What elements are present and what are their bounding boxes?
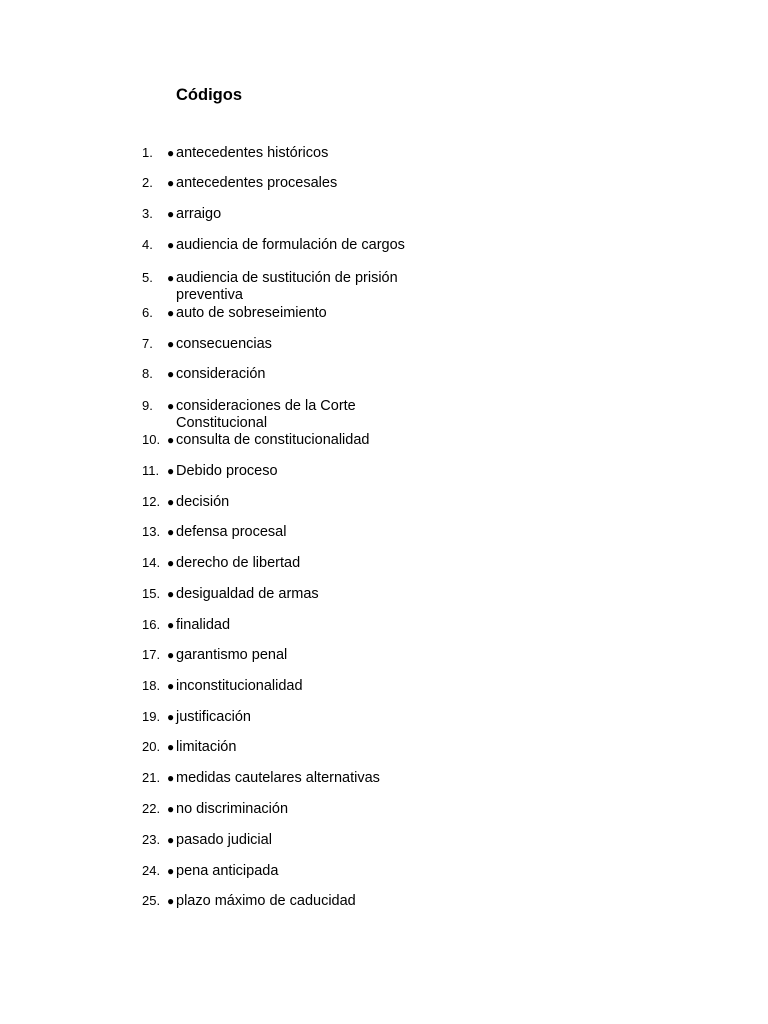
code-number: 9. xyxy=(142,398,153,413)
bullet-icon: ● xyxy=(167,207,175,221)
code-text: plazo máximo de caducidad xyxy=(176,893,356,909)
bullet-icon: ● xyxy=(167,337,175,351)
code-number: 5. xyxy=(142,270,153,285)
bullet-icon: ● xyxy=(167,679,175,693)
code-text: pena anticipada xyxy=(176,863,279,879)
code-text: arraigo xyxy=(176,206,222,222)
code-number: 15. xyxy=(142,586,161,601)
code-item xyxy=(142,145,442,162)
code-number: 3. xyxy=(142,206,153,221)
bullet-icon: ● xyxy=(167,710,175,724)
code-text: Debido proceso xyxy=(176,463,278,479)
bullet-icon: ● xyxy=(167,771,175,785)
code-text: antecedentes procesales xyxy=(176,175,338,191)
bullet-icon: ● xyxy=(167,648,175,662)
code-text: consideración xyxy=(176,366,266,382)
code-number: 7. xyxy=(142,336,153,351)
bullet-icon: ● xyxy=(167,367,175,381)
code-item xyxy=(142,432,442,449)
code-text: consulta de constitucionalidad xyxy=(176,432,370,448)
bullet-icon: ● xyxy=(167,833,175,847)
bullet-icon: ● xyxy=(167,864,175,878)
code-item xyxy=(142,463,442,480)
code-number: 10. xyxy=(142,432,161,447)
code-text: garantismo penal xyxy=(176,647,288,663)
code-number: 1. xyxy=(142,145,153,160)
code-number: 24. xyxy=(142,863,161,878)
code-number: 2. xyxy=(142,175,153,190)
code-number: 11. xyxy=(142,463,160,478)
code-text: medidas cautelares alternativas xyxy=(176,770,380,786)
code-item xyxy=(142,237,442,254)
bullet-icon: ● xyxy=(167,587,175,601)
code-item xyxy=(142,494,442,511)
code-number: 17. xyxy=(142,647,161,662)
bullet-icon: ● xyxy=(167,618,175,632)
code-text: defensa procesal xyxy=(176,524,287,540)
code-item xyxy=(142,709,442,726)
code-item xyxy=(142,305,442,322)
bullet-icon: ● xyxy=(167,740,175,754)
code-text: audiencia de sustitución de prisión preventiva xyxy=(176,270,398,303)
code-text: no discriminación xyxy=(176,801,289,817)
bullet-icon: ● xyxy=(167,433,175,447)
bullet-icon: ● xyxy=(167,271,175,285)
code-item xyxy=(142,617,442,634)
code-text: inconstitucionalidad xyxy=(176,678,303,694)
code-text: consideraciones de la Corte Constitucional xyxy=(176,398,356,431)
code-number: 14. xyxy=(142,555,161,570)
code-item xyxy=(142,206,442,223)
code-text: justificación xyxy=(176,709,251,725)
code-text: audiencia de formulación de cargos xyxy=(176,237,405,253)
code-text: limitación xyxy=(176,739,237,755)
code-text: finalidad xyxy=(176,617,231,633)
code-number: 22. xyxy=(142,801,161,816)
code-text: decisión xyxy=(176,494,230,510)
code-item xyxy=(142,586,442,603)
code-text: antecedentes históricos xyxy=(176,145,329,161)
code-number: 4. xyxy=(142,237,153,252)
code-number: 16. xyxy=(142,617,161,632)
code-item xyxy=(142,678,442,695)
code-number: 6. xyxy=(142,305,153,320)
page-title: Códigos xyxy=(176,86,242,104)
code-number: 13. xyxy=(142,524,161,539)
code-item xyxy=(142,336,442,353)
code-text: derecho de libertad xyxy=(176,555,301,571)
code-text: desigualdad de armas xyxy=(176,586,319,602)
code-item xyxy=(142,863,442,880)
code-number: 12. xyxy=(142,494,161,509)
code-number: 23. xyxy=(142,832,161,847)
code-item xyxy=(142,647,442,664)
bullet-icon: ● xyxy=(167,894,175,908)
bullet-icon: ● xyxy=(167,556,175,570)
code-item xyxy=(142,770,442,787)
code-item xyxy=(142,832,442,849)
code-item xyxy=(142,175,442,192)
code-text: auto de sobreseimiento xyxy=(176,305,327,321)
bullet-icon: ● xyxy=(167,146,175,160)
code-text: consecuencias xyxy=(176,336,272,352)
code-number: 8. xyxy=(142,366,153,381)
bullet-icon: ● xyxy=(167,525,175,539)
code-number: 21. xyxy=(142,770,161,785)
code-item xyxy=(142,739,442,756)
code-number: 20. xyxy=(142,739,161,754)
bullet-icon: ● xyxy=(167,495,175,509)
code-item xyxy=(142,801,442,818)
bullet-icon: ● xyxy=(167,306,175,320)
bullet-icon: ● xyxy=(167,238,175,252)
bullet-icon: ● xyxy=(167,176,175,190)
code-item xyxy=(142,555,442,572)
code-item xyxy=(142,398,442,432)
bullet-icon: ● xyxy=(167,464,175,478)
code-item xyxy=(142,270,442,304)
code-text: pasado judicial xyxy=(176,832,272,848)
code-item xyxy=(142,524,442,541)
code-number: 19. xyxy=(142,709,161,724)
code-item xyxy=(142,893,442,910)
bullet-icon: ● xyxy=(167,802,175,816)
code-number: 25. xyxy=(142,893,161,908)
bullet-icon: ● xyxy=(167,399,175,413)
code-number: 18. xyxy=(142,678,161,693)
code-item xyxy=(142,366,442,383)
